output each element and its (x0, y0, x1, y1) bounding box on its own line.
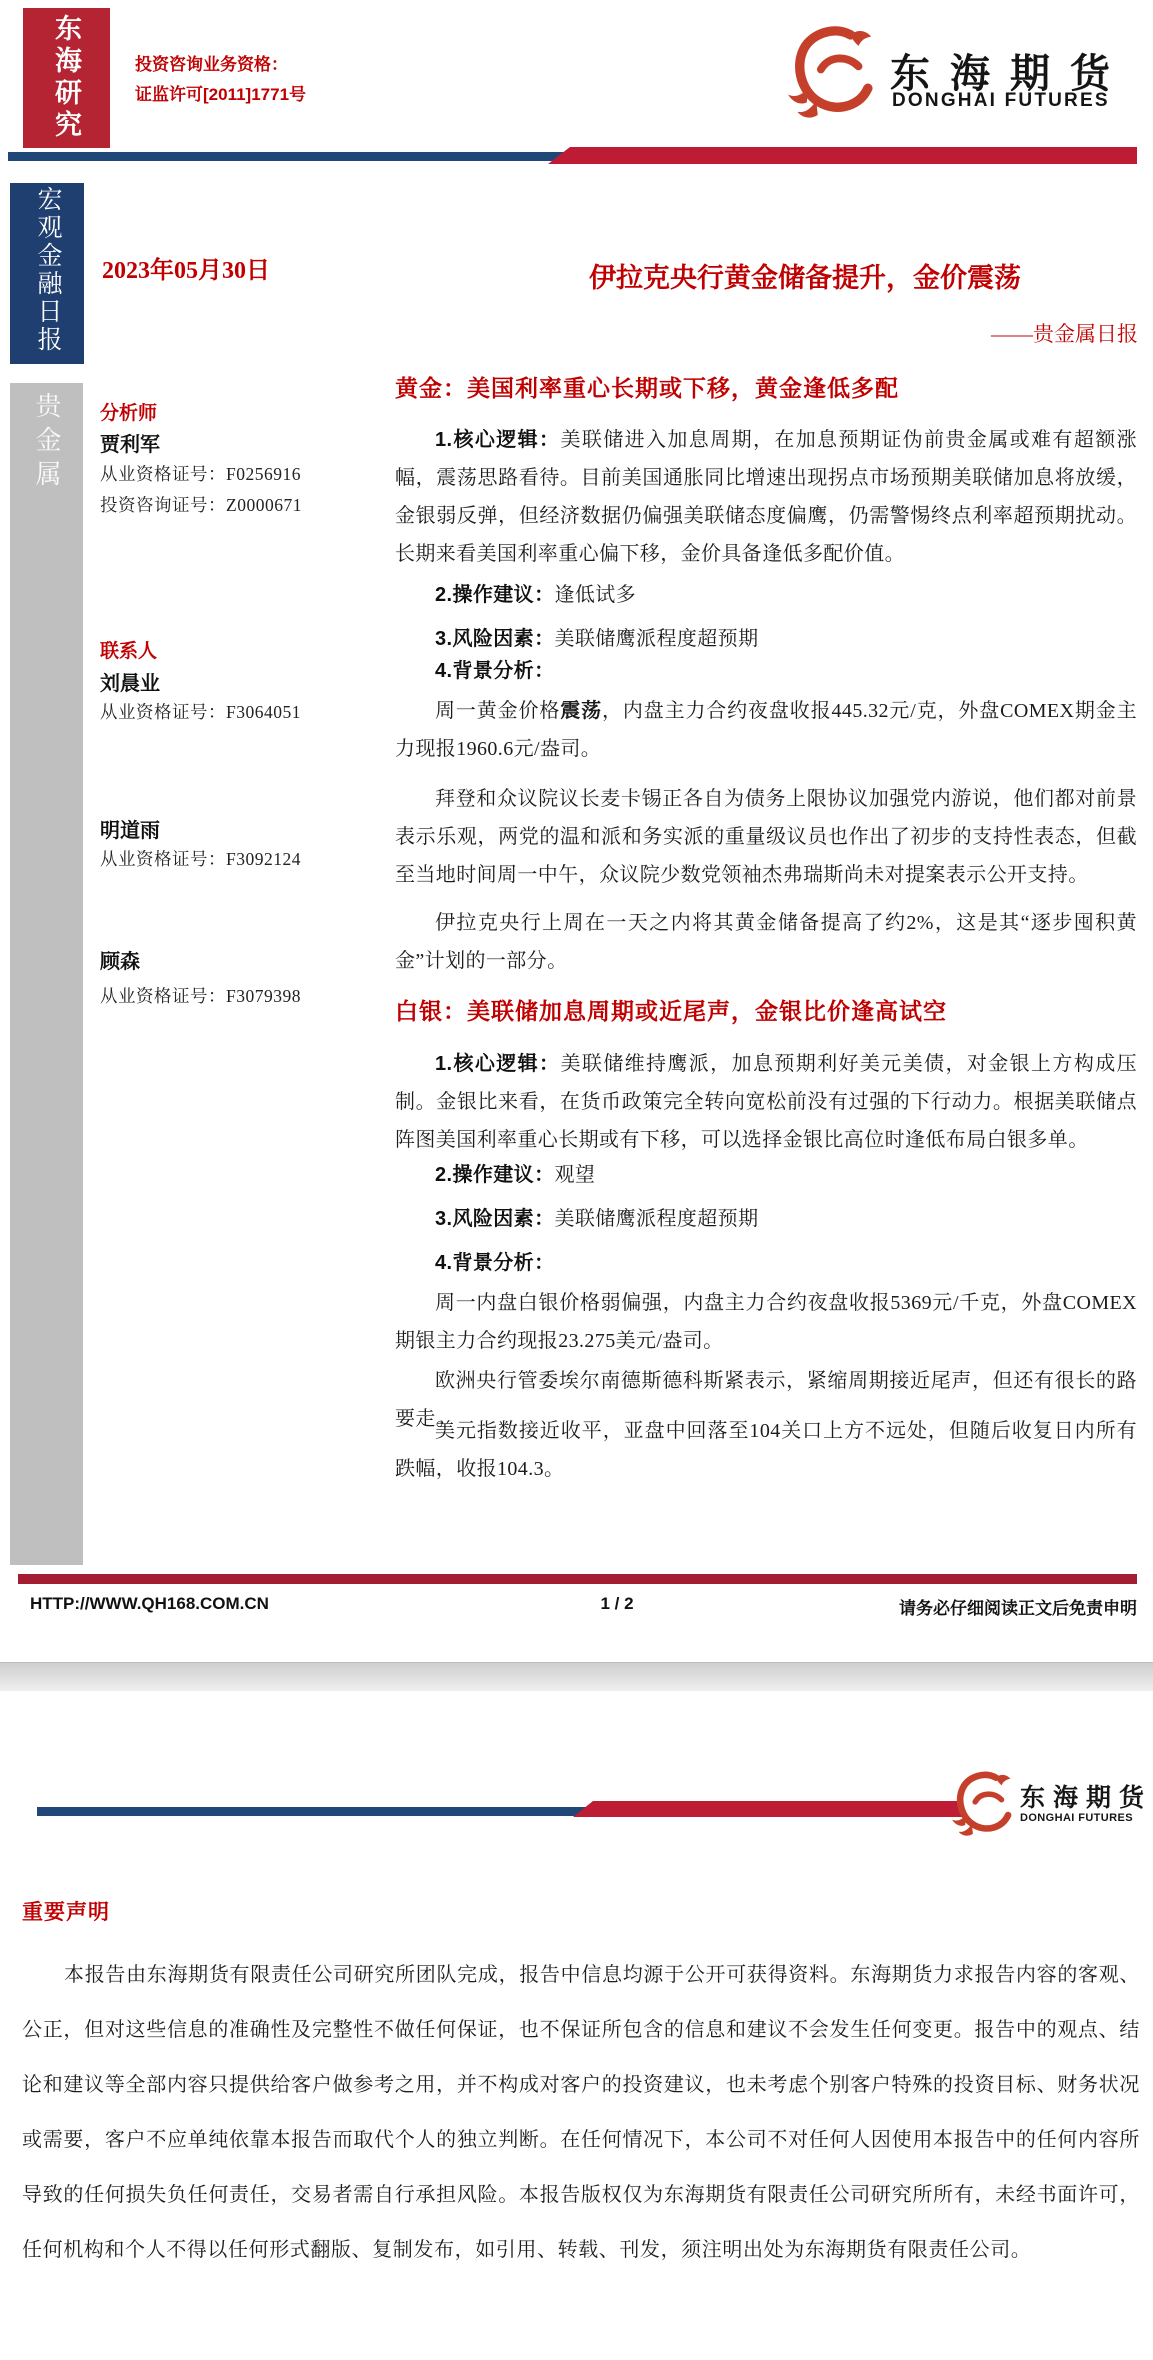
gold-background-label-row (395, 652, 1137, 690)
gold-background-p2: 拜登和众议院议长麦卡锡正各自为债务上限协议加强党内游说，他们都对前景表示乐观，两党的温和派和务实派的重量级议员也作出了初步的支持性表态，但截至当地时间周一中午，众议院少数党领袖杰弗瑞斯尚未对提案表示公开支持。 (395, 788, 1137, 886)
silver-risk-text: 美联储鹰派程度超预期 (554, 1208, 759, 1230)
report-title: 伊拉克央行黄金储备提升，金价震荡 (589, 263, 1021, 293)
page2-bar-red (573, 1801, 963, 1817)
silver-core-logic-label: 1.核心逻辑： (435, 1053, 561, 1075)
gold-bg1-post: ，内盘主力合约夜盘收报445.32元/克，外盘COMEX期金主力现报1960.6元/盎司。 (395, 700, 1137, 760)
qualification-line1: 投资咨询业务资格： (135, 55, 288, 74)
analyst-cert: 从业资格证号：F0256916 (100, 464, 301, 484)
page-separator (0, 1662, 1153, 1691)
silver-risk (395, 1200, 1137, 1238)
silver-risk-label: 3.风险因素： (435, 1208, 555, 1230)
qualification-line2: 证监许可[2011]1771号 (135, 85, 307, 104)
gold-background-p3: 伊拉克央行上周在一天之内将其黄金储备提高了约2%，这是其“逐步囤积黄金”计划的一部分。 (395, 912, 1137, 972)
silver-advice-text: 观望 (554, 1164, 596, 1186)
statement-body: 本报告由东海期货有限责任公司研究所团队完成，报告中信息均源于公开可获得资料。东海期货力求报告内容的客观、公正，但对这些信息的准确性及完整性不做任何保证，也不保证所包含的信息和建议不会发生任何变更。报告中的观点、结论和建议等全部内容只提供给客户做参考之用，并不构成对客户的投资建议，也未考虑个别客户特殊的投资目标、财务状况或需要，客户不应单纯依靠本报告而取代个人的独立判断。在任何情况下，本公司不对任何人因使用本报告中的任何内容所导致的任何损失负任何责任，交易者需自行承担风险。本报告版权仅为东海期货有限责任公司研究所所有，未经书面许可，任何机构和个人不得以任何形式翻版、复制发布，如引用、转载、刊发，须注明出处为东海期货有限责任公司。 (22, 1964, 1140, 2261)
header-bar-blue (8, 152, 564, 161)
contact-name: 明道雨 (100, 820, 160, 842)
contact-cert: 从业资格证号：F3079398 (100, 986, 301, 1006)
analyst-advisory-cert: 投资咨询证号：Z0000671 (100, 495, 302, 515)
gold-bg1-bold: 震荡 (560, 700, 602, 722)
sidebar-category-label: 贵金属 (32, 392, 61, 494)
contact-label: 联系人 (100, 641, 158, 662)
sidebar-report-type-label: 宏观金融日报 (34, 186, 61, 354)
gold-advice (395, 576, 1137, 614)
logo-en-text: DONGHAI FUTURES (1020, 1812, 1133, 1824)
silver-advice (395, 1156, 1137, 1194)
gold-advice-text: 逢低试多 (554, 584, 637, 606)
gold-advice-label: 2.操作建议： (435, 584, 555, 606)
analyst-label: 分析师 (100, 403, 158, 424)
contact-cert: 从业资格证号：F3092124 (100, 849, 301, 869)
silver-background-p2: 欧洲央行管委埃尔南德斯德科斯紧表示，紧缩周期接近尾声，但还有很长的路要走。 (395, 1370, 1137, 1430)
gold-core-logic-label: 1.核心逻辑： (435, 429, 561, 451)
gold-bg1-pre: 周一黄金价格 (435, 700, 561, 722)
silver-section-heading: 白银：美联储加息周期或近尾声，金银比价逢高试空 (395, 999, 947, 1024)
header-bar-red (548, 147, 1137, 164)
footer-url[interactable]: HTTP://WWW.QH168.COM.CN (30, 1594, 269, 1613)
gold-risk-text: 美联储鹰派程度超预期 (554, 628, 759, 650)
gold-core-logic (395, 421, 1137, 573)
silver-background-p3: 美元指数接近收平，亚盘中回落至104关口上方不远处，但随后收复日内所有跌幅，收报104.3。 (395, 1420, 1137, 1480)
dragon-logo-icon (788, 22, 882, 120)
gold-core-logic-text: 美联储进入加息周期，在加息预期证伪前贵金属或难有超额涨幅，震荡思路看待。目前美国通胀同比增速出现拐点市场预期美联储加息将放缓，金银弱反弹，但经济数据仍偏强美联储态度偏鹰，仍需警惕终点利率超预期扰动。长期来看美国利率重心偏下移，金价具备逢低多配价值。 (395, 429, 1137, 565)
footer-page-number: 1 / 2 (600, 1594, 634, 1613)
silver-background-p1: 周一内盘白银价格弱偏强，内盘主力合约夜盘收报5369元/千克，外盘COMEX期银主力合约现报23.275美元/盎司。 (395, 1292, 1137, 1352)
silver-background-label-row (395, 1244, 1137, 1282)
gold-section-heading: 黄金：美国利率重心长期或下移，黄金逢低多配 (395, 376, 899, 401)
sidebar-category (10, 383, 83, 1565)
analyst-name: 贾利军 (100, 434, 160, 456)
logo-en-text: DONGHAI FUTURES (892, 90, 1110, 111)
sidebar-report-type (10, 183, 84, 364)
contact-cert: 从业资格证号：F3064051 (100, 702, 301, 722)
report-date: 2023年05月30日 (102, 258, 270, 284)
logo-cn-text: 东海期货 (1020, 1785, 1153, 1812)
contact-name: 刘晨业 (100, 673, 160, 695)
gold-background-label: 4.背景分析： (435, 660, 555, 682)
qualification-block (135, 50, 306, 110)
contact-name: 顾森 (100, 951, 140, 973)
footer-disclaimer-notice: 请务必仔细阅读正文后免责申明 (899, 1599, 1137, 1618)
gold-background-p1 (395, 692, 1137, 768)
silver-core-logic-text: 美联储维持鹰派，加息预期利好美元美债，对金银上方构成压制。金银比来看，在货币政策完全转向宽松前没有过强的下行动力。根据美联储点阵图美国利率重心长期或有下移，可以选择金银比高位时逢低布局白银多单。 (395, 1053, 1137, 1151)
silver-advice-label: 2.操作建议： (435, 1164, 555, 1186)
brand-box (23, 8, 110, 148)
dragon-logo-icon (952, 1768, 1018, 1838)
report-subtitle: ——贵金属日报 (991, 322, 1138, 346)
silver-core-logic (395, 1045, 1137, 1159)
statement-heading: 重要声明 (22, 1901, 110, 1924)
logo-cn-text: 东海期货 (890, 51, 1130, 96)
silver-background-label: 4.背景分析： (435, 1252, 555, 1274)
page2-bar-blue (37, 1807, 590, 1816)
footer-bar (18, 1574, 1137, 1584)
brand-box-label: 东海研究 (51, 14, 81, 142)
gold-risk-label: 3.风险因素： (435, 628, 555, 650)
